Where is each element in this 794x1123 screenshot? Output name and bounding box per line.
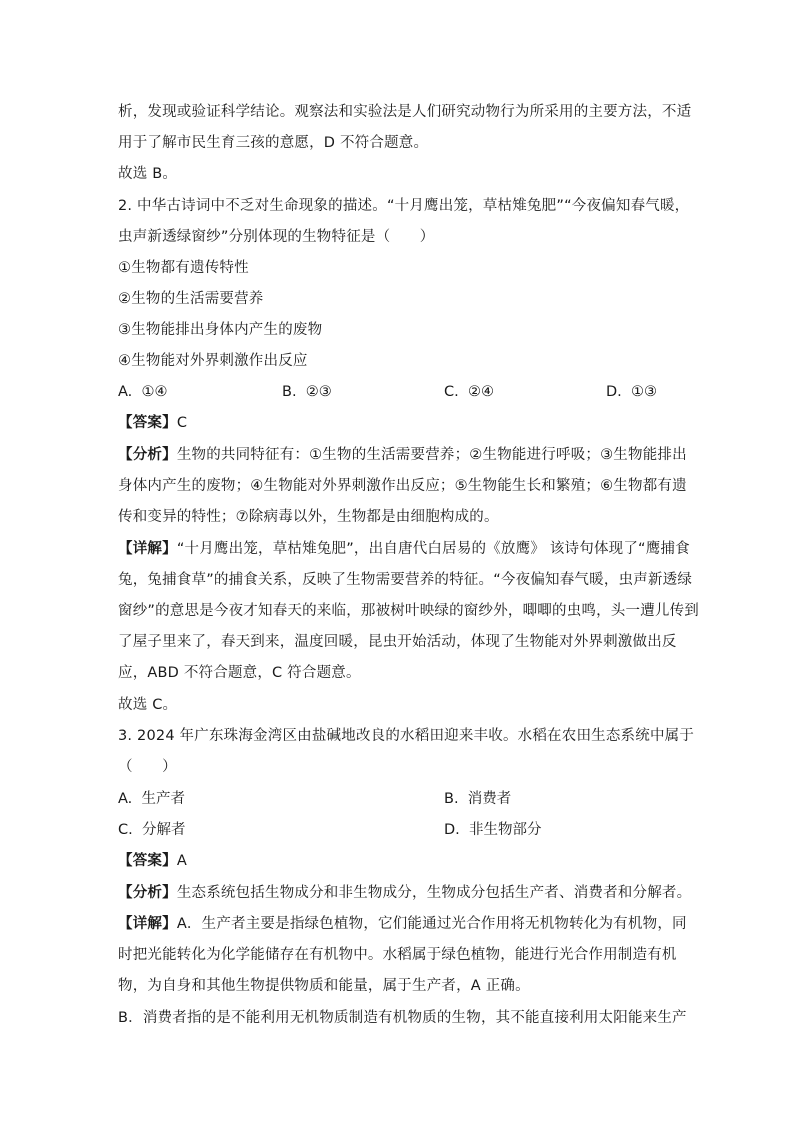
question-2-stem: 2. 中华古诗词中不乏对生命现象的描述。“十月鹰出笼，草枯雉兔肥”“今夜偏知春气暖， xyxy=(118,198,690,214)
detail-text: “十月鹰出笼，草枯雉兔肥”，出自唐代白居易的《放鹰》 该诗句体现了“鹰捕食 xyxy=(176,541,690,557)
q2-option-b xyxy=(282,382,332,402)
answer-tag: 【答案】 xyxy=(118,415,177,431)
option-value: 非生物部分 xyxy=(469,822,542,838)
option-label: C. xyxy=(444,384,459,400)
detail-line: 时把光能转化为化学能储存在有机物中。水稻属于绿色植物，能进行光合作用制造有机 xyxy=(118,947,677,963)
answer-line xyxy=(118,413,187,433)
text-line: 析，发现或验证科学结论。观察法和实验法是人们研究动物行为所采用的主要方法，不适 xyxy=(118,104,692,120)
option-label: D. xyxy=(444,822,460,838)
analysis-line: 传和变异的特性；⑦除病毒以外，生物都是由细胞构成的。 xyxy=(118,509,499,525)
option-value: 生产者 xyxy=(141,791,185,807)
analysis-text: 生态系统包括生物成分和非生物成分，生物成分包括生产者、消费者和分解者。 xyxy=(176,885,692,901)
detail-tag: 【详解】 xyxy=(118,916,177,932)
detail-tag: 【详解】 xyxy=(118,541,177,557)
option-label: B. xyxy=(282,384,297,400)
analysis-tag: 【分析】 xyxy=(118,885,177,901)
detail-text: A．生产者主要是指绿色植物，它们能通过光合作用将无机物转化为有机物，同 xyxy=(176,916,687,932)
q3-option-d xyxy=(444,820,542,840)
selection-line: 故选 C。 xyxy=(118,697,178,713)
answer-value: C xyxy=(176,415,188,431)
detail-line: 应，ABD 不符合题意，C 符合题意。 xyxy=(118,665,361,681)
option-value: 消费者 xyxy=(467,791,512,807)
analysis-tag: 【分析】 xyxy=(118,447,177,463)
option-label: C. xyxy=(118,822,133,838)
statement-item: ④生物能对外界刺激作出反应 xyxy=(118,353,308,369)
option-value: ①③ xyxy=(631,384,657,400)
analysis-line xyxy=(118,883,691,903)
detail-line: 兔，兔捕食草”的捕食关系，反映了生物需要营养的特征。“今夜偏知春气暖，虫声新透绿 xyxy=(118,572,693,588)
option-label: D. xyxy=(606,384,622,400)
answer-value: A xyxy=(176,853,187,869)
answer-tag: 【答案】 xyxy=(118,853,177,869)
q3-option-a xyxy=(118,789,185,809)
q3-option-c xyxy=(118,820,185,840)
detail-line: 了屋子里来了，春天到来，温度回暖，昆虫开始活动，体现了生物能对外界刺激做出反 xyxy=(118,634,677,650)
option-value: 分解者 xyxy=(141,822,186,838)
option-label: B. xyxy=(444,791,459,807)
q2-option-d xyxy=(606,382,657,402)
statement-item: ①生物都有遗传特性 xyxy=(118,260,249,276)
analysis-line: 身体内产生的废物；④生物能对外界刺激作出反应；⑤生物能生长和繁殖；⑥生物都有遗 xyxy=(118,478,687,494)
q3-option-b xyxy=(444,789,511,809)
option-value: ②③ xyxy=(305,384,332,400)
statement-item: ②生物的生活需要营养 xyxy=(118,291,264,307)
analysis-line xyxy=(118,445,687,465)
detail-line xyxy=(118,539,690,559)
q2-option-c xyxy=(444,382,494,402)
analysis-text: 生物的共同特征有：①生物的生活需要营养；②生物能进行呼吸；③生物能排出 xyxy=(176,447,687,463)
text-line: 故选 B。 xyxy=(118,166,178,182)
detail-line xyxy=(118,914,687,934)
option-label: A. xyxy=(118,384,133,400)
answer-line xyxy=(118,851,187,871)
question-3-stem: （ ） xyxy=(118,759,177,775)
option-value: ②④ xyxy=(467,384,494,400)
option-label: A. xyxy=(118,791,133,807)
q2-option-a xyxy=(118,382,168,402)
detail-line: 窗纱”的意思是今夜才知春天的来临，那被树叶映绿的窗纱外，唧唧的虫鸣，头一遭儿传到 xyxy=(118,603,700,619)
option-value: ①④ xyxy=(141,384,168,400)
detail-line: B．消费者指的是不能利用无机物质制造有机物质的生物，其不能直接利用太阳能来生产 xyxy=(118,1010,687,1026)
statement-item: ③生物能排出身体内产生的废物 xyxy=(118,322,323,338)
question-2-stem: 虫声新透绿窗纱”分别体现的生物特征是（ ） xyxy=(118,229,435,245)
text-line: 用于了解市民生育三孩的意愿，D 不符合题意。 xyxy=(118,135,429,151)
question-3-stem: 3. 2024 年广东珠海金湾区由盐碱地改良的水稻田迎来丰收。水稻在农田生态系统中属于 xyxy=(118,728,695,744)
detail-line: 物，为自身和其他生物提供物质和能量，属于生产者，A 正确。 xyxy=(118,978,530,994)
